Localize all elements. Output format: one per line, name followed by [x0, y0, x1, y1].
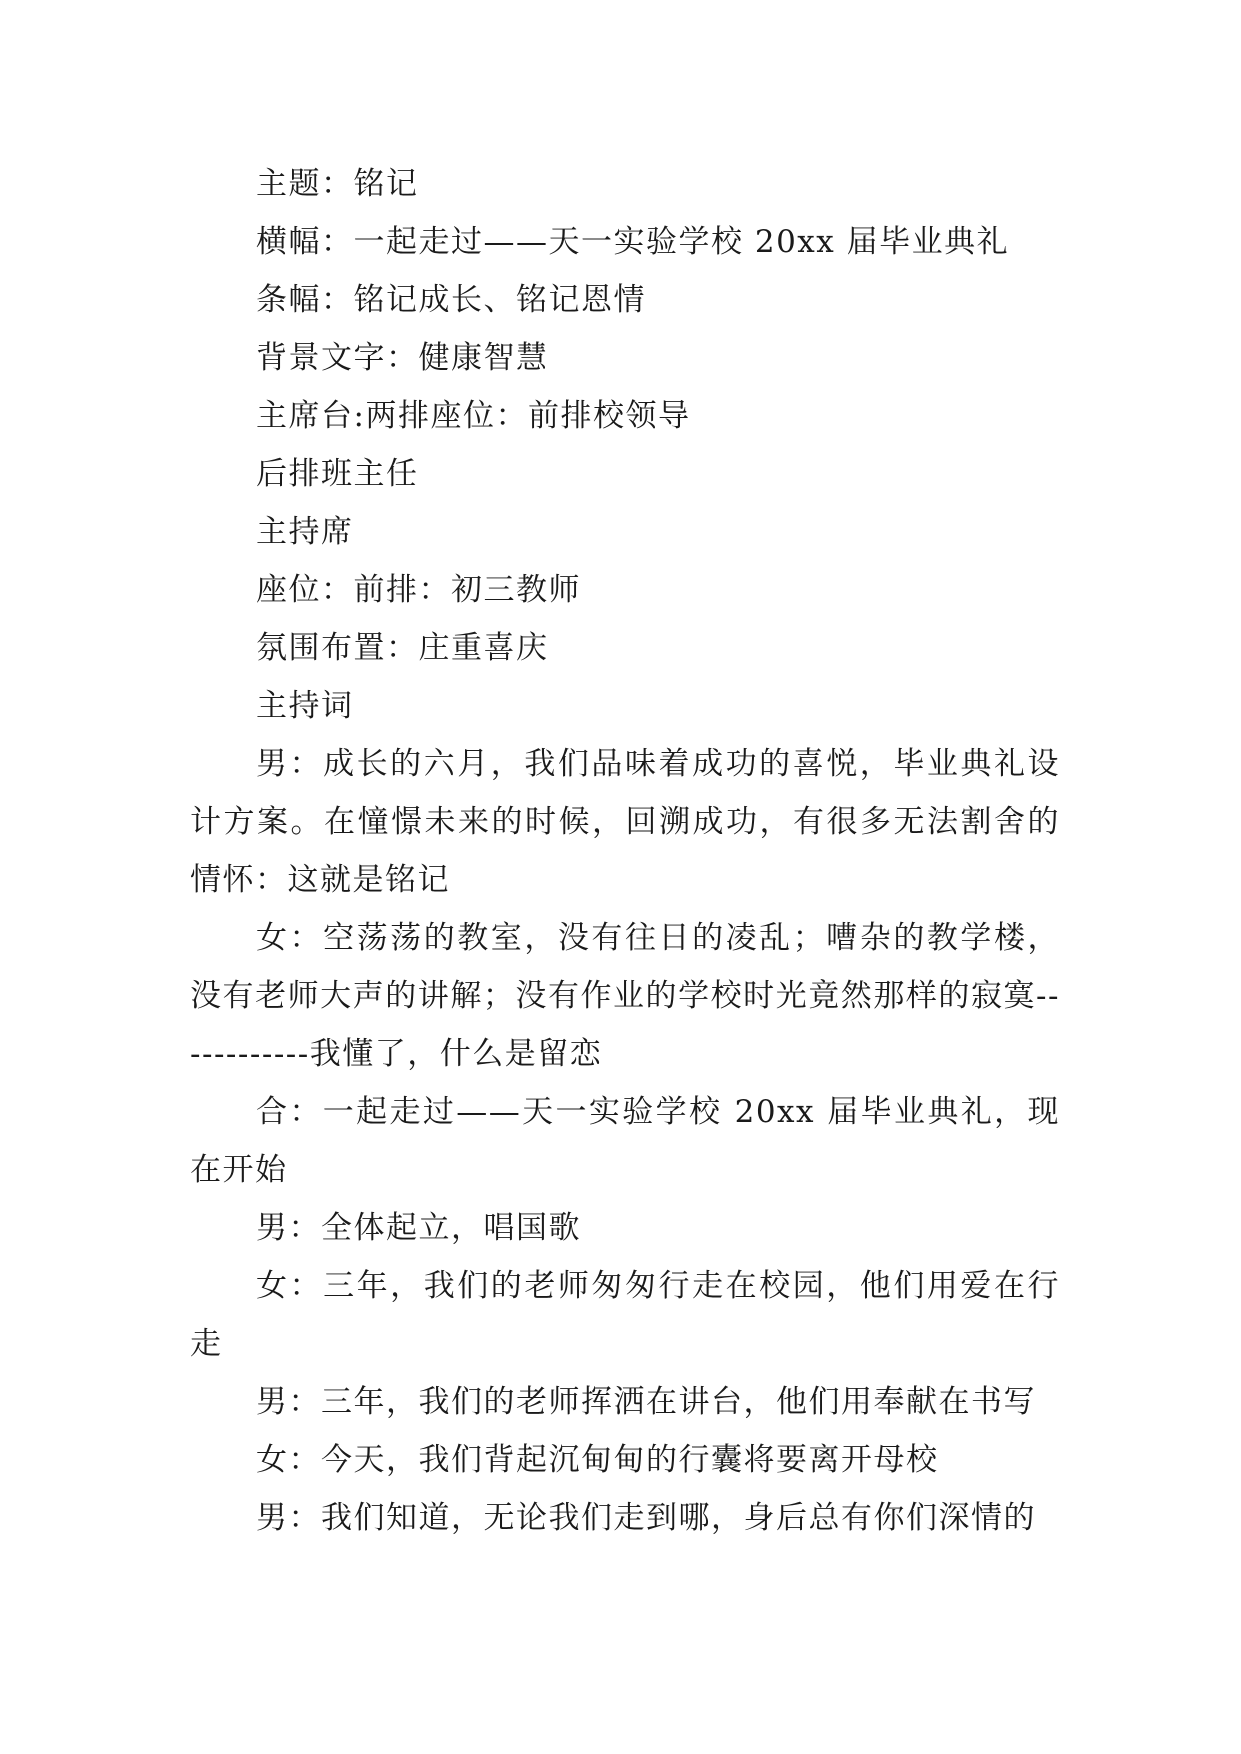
paragraph-dialogue: 合：一起走过——天一实验学校 20xx 届毕业典礼，现在开始 [190, 1094, 1060, 1188]
paragraph-back-row: 后排班主任 [256, 456, 419, 492]
paragraph-dialogue: 男：成长的六月，我们品味着成功的喜悦，毕业典礼设计方案。在憧憬未来的时候，回溯成功，有很多无法割舍的情怀：这就是铭记 [190, 746, 1060, 898]
paragraph-dialogue: 女：三年，我们的老师匆匆行走在校园，他们用爱在行走 [190, 1268, 1060, 1362]
paragraph-background-text: 背景文字：健康智慧 [256, 340, 549, 376]
paragraph-dialogue: 男：三年，我们的老师挥洒在讲台，他们用奉献在书写 [256, 1384, 1036, 1420]
document-body [190, 155, 1060, 1547]
paragraph-banner: 横幅：一起走过——天一实验学校 20xx 届毕业典礼 [256, 224, 1010, 260]
paragraph-streamer: 条幅：铭记成长、铭记恩情 [256, 282, 646, 318]
paragraph-dialogue: 男：我们知道，无论我们走到哪，身后总有你们深情的 [256, 1500, 1036, 1536]
paragraph-podium: 主席台:两排座位：前排校领导 [256, 398, 691, 434]
paragraph-dialogue: 女：今天，我们背起沉甸甸的行囊将要离开母校 [256, 1442, 939, 1478]
paragraph-theme: 主题：铭记 [256, 166, 419, 202]
paragraph-atmosphere: 氛围布置：庄重喜庆 [256, 630, 549, 666]
paragraph-dialogue: 女：空荡荡的教室，没有往日的凌乱；嘈杂的教学楼，没有老师大声的讲解；没有作业的学校时光竟然那样的寂寞------------我懂了，什么是留恋 [190, 920, 1060, 1072]
paragraph-script-heading: 主持词 [256, 688, 354, 724]
paragraph-dialogue: 男：全体起立，唱国歌 [256, 1210, 581, 1246]
paragraph-host-seat: 主持席 [256, 514, 354, 550]
paragraph-seating: 座位：前排：初三教师 [256, 572, 581, 608]
